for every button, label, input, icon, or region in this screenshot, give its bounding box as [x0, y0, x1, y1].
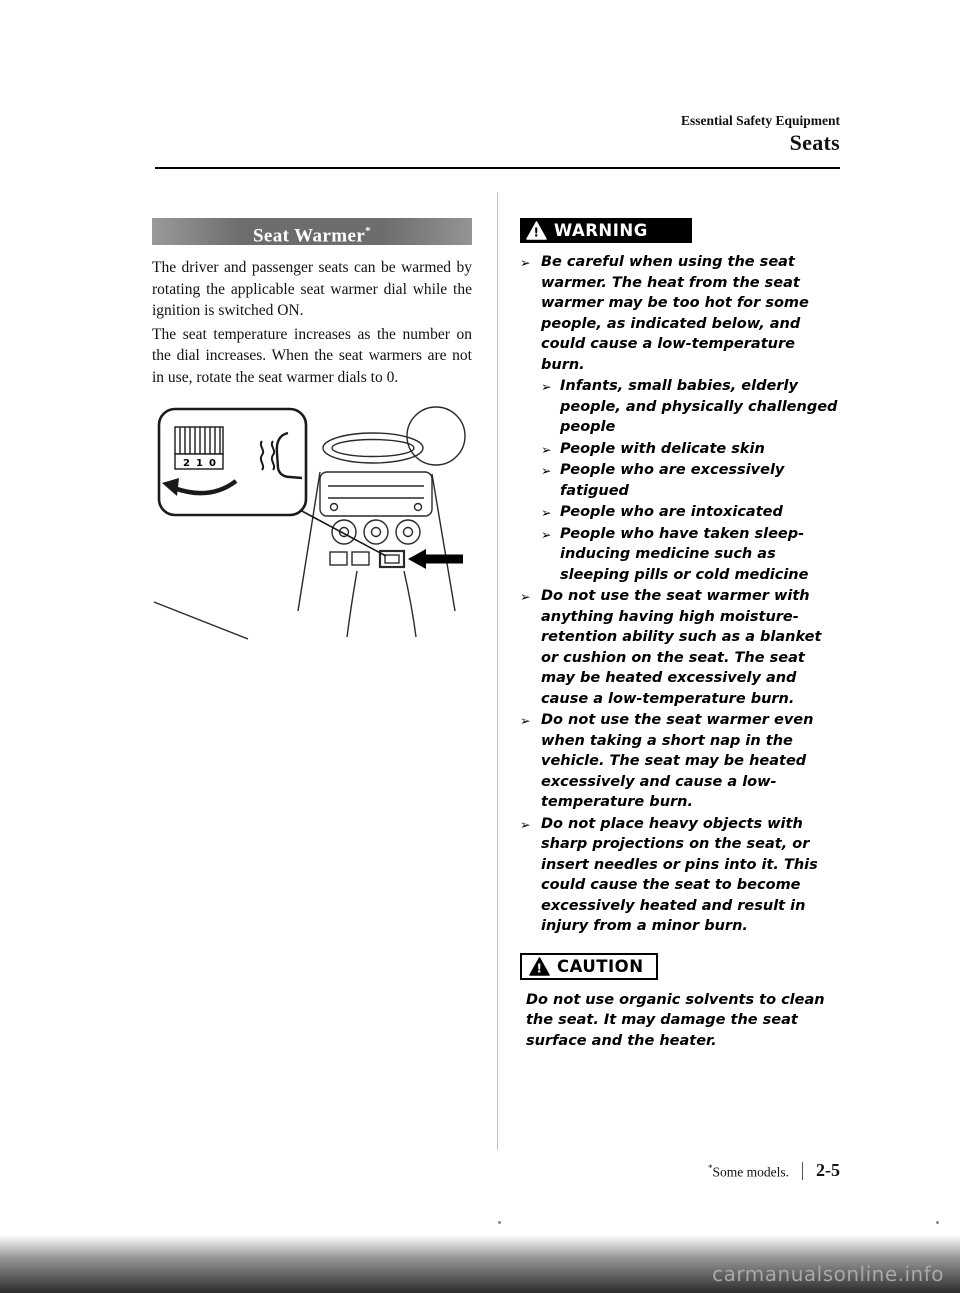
dial-callout-box: [159, 409, 306, 515]
page-number: 2-5: [816, 1160, 840, 1180]
footnote-asterisk: *: [708, 1162, 713, 1173]
warning-subitem-text: People who are intoxicated: [560, 504, 783, 520]
arrow-bullet-icon: ➢: [541, 463, 552, 478]
warning-sublist: [541, 376, 842, 585]
warning-item-text: Do not use the seat warmer even when taking a short nap in the vehicle. The seat may be heated excessively and cause a low-temperature burn.: [541, 712, 814, 810]
arrow-bullet-icon: ➢: [541, 526, 552, 542]
dial-number-0: 0: [209, 458, 216, 469]
dial-number-1: 1: [196, 458, 203, 469]
svg-text:!: !: [533, 225, 540, 240]
stray-mark: [498, 1221, 501, 1224]
caution-text: Do not use organic solvents to clean the seat. It may damage the seat surface and the heater.: [526, 991, 825, 1049]
column-divider: [497, 192, 498, 1150]
watermark-text: carmanualsonline.info: [712, 1262, 944, 1286]
right-column: [520, 218, 842, 1051]
footnote: [708, 1163, 789, 1181]
warning-item: [520, 586, 842, 709]
caution-header: [520, 953, 658, 980]
header-rule: [155, 167, 840, 169]
warning-subitem-text: People who are excessively fatigued: [560, 462, 785, 499]
seat-warmer-dial-illustration: [152, 406, 472, 641]
warning-subitem: [541, 376, 842, 438]
arrow-bullet-icon: ➢: [520, 713, 531, 728]
warning-subitem-text: Infants, small babies, elderly people, and physically challenged people: [560, 378, 838, 435]
rotate-arrow-icon: [162, 478, 236, 496]
arrow-bullet-icon: ➢: [520, 816, 531, 832]
footnote-asterisk: *: [365, 225, 372, 237]
warning-header: [520, 218, 692, 243]
body-paragraph: The seat temperature increases as the number on the dial increases. When the seat warmers are not in use, rotate the seat warmer dials to 0.: [152, 325, 472, 386]
svg-text:!: !: [536, 961, 543, 975]
running-header-chapter: Essential Safety Equipment: [680, 113, 840, 128]
body-paragraph: The driver and passenger seats can be warmed by rotating the applicable seat warmer dial while the ignition is switched ON.: [152, 259, 472, 319]
arrow-bullet-icon: ➢: [520, 255, 531, 270]
page-footer: [708, 1160, 840, 1181]
warning-subitem: [541, 502, 842, 523]
stray-mark: [936, 1221, 939, 1224]
callout-leader-line: [300, 510, 386, 556]
warning-subitem: [541, 439, 842, 460]
warning-triangle-icon: [526, 221, 547, 240]
warning-item-text: Do not place heavy objects with sharp projections on the seat, or insert needles or pins into it. This could cause the seat to become excessively heated and result in injury from a minor burn.: [541, 815, 818, 934]
dial-number-2: 2: [183, 458, 190, 469]
footnote-text: Some models.: [712, 1164, 789, 1179]
warning-subitem-text: People who have taken sleep-inducing medicine such as sleeping pills or cold medicine: [560, 525, 809, 583]
warning-subitem: [541, 460, 842, 501]
running-header-section: Seats: [789, 130, 840, 155]
caution-triangle-icon: [529, 957, 550, 976]
footer-divider: [802, 1162, 803, 1180]
warning-subitem: [541, 524, 842, 586]
warning-item: [520, 710, 842, 813]
warning-item: [520, 252, 842, 585]
warning-item: [520, 814, 842, 937]
warning-subitem-text: People with delicate skin: [560, 440, 765, 457]
warning-label: WARNING: [554, 221, 648, 240]
arrow-bullet-icon: ➢: [520, 589, 531, 604]
warning-item-text: Do not use the seat warmer with anything having high moisture-retention ability such as a blanket or cushion on the seat. The seat may be heated excessively and cause a low-temperature burn.: [541, 588, 822, 707]
left-column: [152, 218, 472, 641]
warning-list: [520, 252, 842, 937]
seat-warmer-heading-label: Seat Warmer: [252, 225, 366, 247]
warning-item-text: Be careful when using the seat warmer. The heat from the seat warmer may be too hot for some people, as indicated below, and could cause a low-temperature burn.: [541, 254, 809, 373]
seat-warmer-icon: [261, 433, 302, 478]
seat-warmer-heading: [152, 218, 472, 245]
caution-label: CAUTION: [557, 956, 644, 976]
pointer-arrow-icon: [408, 549, 463, 569]
arrow-bullet-icon: ➢: [541, 505, 552, 520]
arrow-bullet-icon: ➢: [541, 379, 552, 394]
arrow-bullet-icon: ➢: [541, 441, 552, 457]
watermark-strip: [0, 1235, 960, 1293]
